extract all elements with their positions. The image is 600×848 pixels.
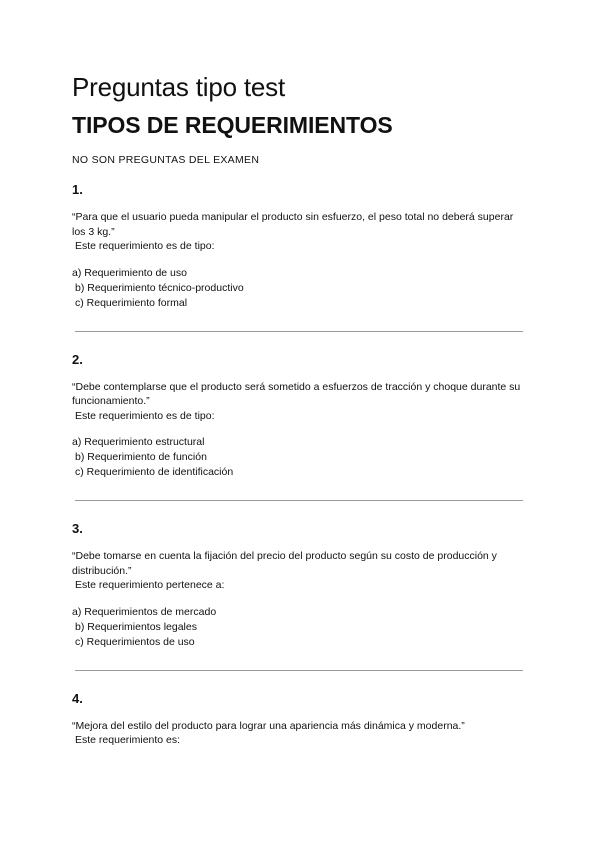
section-divider [75, 670, 523, 671]
answer-option-a: a) Requerimiento de uso [72, 266, 187, 279]
section-divider [75, 331, 523, 332]
question-number: 3. [72, 521, 83, 536]
question-text: “Para que el usuario pueda manipular el producto sin esfuerzo, el peso total no deberá superar los 3 kg.” [72, 211, 514, 238]
question-3 [72, 521, 527, 671]
question-prompt: Este requerimiento pertenece a: [75, 579, 225, 591]
question-number: 1. [72, 182, 83, 197]
answer-options [72, 605, 527, 650]
document-note: NO SON PREGUNTAS DEL EXAMEN [72, 154, 260, 166]
answer-option-a: a) Requerimiento estructural [72, 436, 205, 448]
answer-option-c: c) Requerimiento formal [75, 296, 188, 309]
question-1 [72, 182, 527, 332]
question-text: “Mejora del estilo del producto para lograr una apariencia más dinámica y moderna.” [72, 719, 465, 732]
answer-option-c: c) Requerimiento de identificación [75, 466, 234, 478]
document-subtitle: TIPOS DE REQUERIMIENTOS [72, 112, 393, 138]
question-number: 2. [72, 351, 83, 367]
question-number: 4. [72, 690, 83, 706]
question-text: “Debe tomarse en cuenta la fijación del precio del producto según su costo de producción y distribución.” [72, 550, 497, 577]
question-prompt: Este requerimiento es: [75, 734, 181, 746]
document-title: Preguntas tipo test [72, 72, 285, 102]
question-prompt: Este requerimiento es de tipo: [75, 409, 215, 422]
answer-option-b: b) Requerimiento de función [75, 451, 207, 463]
answer-option-a: a) Requerimientos de mercado [72, 605, 217, 618]
question-2 [72, 352, 527, 502]
answer-option-b: b) Requerimientos legales [75, 620, 197, 633]
question-4 [72, 691, 527, 748]
answer-option-c: c) Requerimientos de uso [75, 635, 195, 648]
question-prompt: Este requerimiento es de tipo: [75, 240, 215, 252]
document-content [72, 72, 527, 748]
section-divider [75, 500, 523, 501]
question-text: “Debe contemplarse que el producto será sometido a esfuerzos de tracción y choque durante su funcionamiento.” [72, 380, 521, 407]
answer-options [72, 435, 527, 480]
answer-option-b: b) Requerimiento técnico-productivo [75, 281, 244, 294]
answer-options [72, 266, 527, 311]
